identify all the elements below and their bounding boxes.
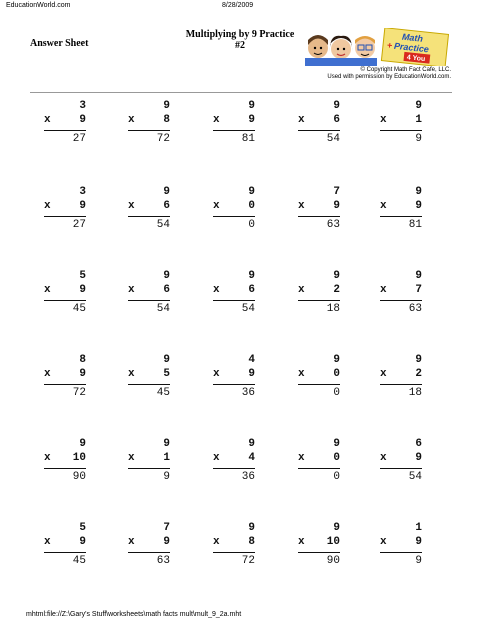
answer: 54: [241, 303, 255, 315]
problem-6-2: [128, 522, 170, 578]
multiplicand: 9: [415, 354, 422, 366]
answer: 0: [333, 471, 340, 483]
problem-4-4: [298, 354, 340, 410]
multiplicand: 5: [79, 522, 86, 534]
answer-rule: [44, 468, 86, 469]
multiplier: 9: [415, 200, 422, 212]
answer-rule: [298, 468, 340, 469]
multiplier: 10: [326, 536, 340, 548]
operator-sign: x: [128, 536, 135, 548]
problem-6-1: [44, 522, 86, 578]
multiplier: 9: [79, 284, 86, 296]
answer: 0: [248, 219, 255, 231]
answer-rule: [298, 216, 340, 217]
multiplier: 9: [163, 536, 170, 548]
answer: 90: [326, 555, 340, 567]
multiplier: 9: [415, 536, 422, 548]
multiplicand: 9: [163, 354, 170, 366]
problem-2-2: [128, 186, 170, 242]
multiplier: 2: [333, 284, 340, 296]
problem-4-5: [380, 354, 422, 410]
operator-sign: x: [128, 114, 135, 126]
answer-rule: [213, 216, 255, 217]
operator-sign: x: [213, 114, 220, 126]
copyright-notice: [327, 67, 451, 81]
problem-2-1: [44, 186, 86, 242]
answer-rule: [298, 300, 340, 301]
operator-sign: x: [213, 368, 220, 380]
operator-sign: x: [298, 368, 305, 380]
multiplier: 5: [163, 368, 170, 380]
problem-4-2: [128, 354, 170, 410]
multiplicand: 3: [79, 100, 86, 112]
answer-rule: [298, 384, 340, 385]
multiplier: 6: [248, 284, 255, 296]
multiplier: 9: [248, 114, 255, 126]
problem-5-5: [380, 438, 422, 494]
multiplicand: 9: [163, 270, 170, 282]
answer-rule: [128, 300, 170, 301]
problem-6-5: [380, 522, 422, 578]
multiplier: 4: [248, 452, 255, 464]
multiplicand: 7: [333, 186, 340, 198]
file-path-footer: mhtml:file://Z:\Gary's Stuff\worksheets\math facts mult\mult_9_2a.mht: [26, 611, 242, 618]
answer-rule: [380, 468, 422, 469]
answer-rule: [213, 384, 255, 385]
answer: 18: [408, 387, 422, 399]
multiplier: 9: [248, 368, 255, 380]
operator-sign: x: [128, 200, 135, 212]
operator-sign: x: [44, 200, 51, 212]
multiplier: 9: [333, 200, 340, 212]
multiplicand: 9: [415, 100, 422, 112]
answer-rule: [298, 552, 340, 553]
answer-rule: [380, 384, 422, 385]
problem-3-2: [128, 270, 170, 326]
operator-sign: x: [44, 284, 51, 296]
problem-1-4: [298, 100, 340, 156]
answer: 9: [163, 471, 170, 483]
answer: 18: [326, 303, 340, 315]
operator-sign: x: [298, 536, 305, 548]
operator-sign: x: [213, 452, 220, 464]
answer: 54: [156, 303, 170, 315]
answer: 27: [72, 219, 86, 231]
multiplicand: 9: [415, 186, 422, 198]
multiplicand: 9: [163, 100, 170, 112]
page-title: [160, 29, 320, 51]
operator-sign: x: [44, 114, 51, 126]
answer-rule: [380, 216, 422, 217]
answer: 36: [241, 471, 255, 483]
multiplier: 8: [248, 536, 255, 548]
operator-sign: x: [380, 368, 387, 380]
problem-4-1: [44, 354, 86, 410]
header-divider: [30, 92, 452, 93]
answer-rule: [213, 552, 255, 553]
multiplicand: 9: [333, 100, 340, 112]
copyright-line-2: Used with permission by EducationWorld.com.: [327, 74, 451, 80]
problem-3-4: [298, 270, 340, 326]
answer-rule: [128, 552, 170, 553]
multiplicand: 7: [163, 522, 170, 534]
answer: 72: [241, 555, 255, 567]
operator-sign: x: [380, 284, 387, 296]
multiplier: 2: [415, 368, 422, 380]
answer: 0: [333, 387, 340, 399]
multiplier: 1: [163, 452, 170, 464]
multiplicand: 9: [163, 186, 170, 198]
answer: 81: [241, 133, 255, 145]
answer-rule: [128, 468, 170, 469]
problem-6-3: [213, 522, 255, 578]
problem-2-4: [298, 186, 340, 242]
answer-rule: [213, 300, 255, 301]
problem-1-5: [380, 100, 422, 156]
operator-sign: x: [380, 114, 387, 126]
multiplicand: 6: [415, 438, 422, 450]
operator-sign: x: [213, 284, 220, 296]
answer: 45: [156, 387, 170, 399]
multiplier: 9: [79, 200, 86, 212]
answer-rule: [128, 384, 170, 385]
answer: 63: [408, 303, 422, 315]
multiplicand: 4: [248, 354, 255, 366]
multiplier: 6: [163, 200, 170, 212]
problem-1-2: [128, 100, 170, 156]
multiplicand: 8: [79, 354, 86, 366]
problem-3-1: [44, 270, 86, 326]
answer-rule: [380, 552, 422, 553]
answer: 9: [415, 133, 422, 145]
operator-sign: x: [128, 368, 135, 380]
logo-4you-text: 4 You: [406, 54, 426, 64]
answer-rule: [44, 384, 86, 385]
multiplicand: 9: [333, 522, 340, 534]
operator-sign: x: [298, 114, 305, 126]
title-line-2: #2: [235, 40, 245, 51]
operator-sign: x: [298, 284, 305, 296]
svg-text:+: +: [386, 40, 393, 51]
multiplier: 10: [72, 452, 86, 464]
problem-5-1: [44, 438, 86, 494]
problem-2-5: [380, 186, 422, 242]
answer-rule: [213, 468, 255, 469]
problem-5-2: [128, 438, 170, 494]
answer: 9: [415, 555, 422, 567]
answer-rule: [44, 552, 86, 553]
answer: 54: [408, 471, 422, 483]
multiplicand: 9: [248, 438, 255, 450]
answer-rule: [380, 300, 422, 301]
answer: 81: [408, 219, 422, 231]
problem-5-4: [298, 438, 340, 494]
answer-rule: [128, 216, 170, 217]
operator-sign: x: [380, 536, 387, 548]
problem-2-3: [213, 186, 255, 242]
problem-5-3: [213, 438, 255, 494]
operator-sign: x: [213, 536, 220, 548]
operator-sign: x: [44, 368, 51, 380]
multiplier: 0: [333, 452, 340, 464]
operator-sign: x: [44, 452, 51, 464]
multiplicand: 9: [415, 270, 422, 282]
answer: 45: [72, 303, 86, 315]
multiplicand: 9: [333, 438, 340, 450]
multiplicand: 3: [79, 186, 86, 198]
answer-rule: [44, 216, 86, 217]
multiplicand: 9: [248, 186, 255, 198]
multiplier: 9: [79, 536, 86, 548]
operator-sign: x: [213, 200, 220, 212]
problem-6-4: [298, 522, 340, 578]
multiplier: 9: [79, 114, 86, 126]
answer-rule: [44, 130, 86, 131]
multiplicand: 9: [163, 438, 170, 450]
multiplicand: 9: [79, 438, 86, 450]
operator-sign: x: [298, 452, 305, 464]
answer-rule: [128, 130, 170, 131]
answer: 45: [72, 555, 86, 567]
multiplicand: 9: [333, 354, 340, 366]
operator-sign: x: [128, 452, 135, 464]
answer: 54: [326, 133, 340, 145]
operator-sign: x: [298, 200, 305, 212]
problem-3-5: [380, 270, 422, 326]
math-practice-logo: [305, 28, 451, 66]
multiplier: 6: [163, 284, 170, 296]
problem-3-3: [213, 270, 255, 326]
multiplier: 0: [333, 368, 340, 380]
multiplier: 7: [415, 284, 422, 296]
problem-1-3: [213, 100, 255, 156]
multiplicand: 9: [333, 270, 340, 282]
answer-rule: [380, 130, 422, 131]
multiplier: 6: [333, 114, 340, 126]
answer-rule: [298, 130, 340, 131]
title-line-1: Multiplying by 9 Practice: [185, 29, 295, 40]
multiplicand: 9: [248, 522, 255, 534]
multiplier: 8: [163, 114, 170, 126]
answer: 36: [241, 387, 255, 399]
site-name: EducationWorld.com: [6, 2, 71, 9]
multiplicand: 9: [248, 270, 255, 282]
print-date: 8/28/2009: [222, 2, 254, 9]
answer: 72: [156, 133, 170, 145]
answer: 90: [72, 471, 86, 483]
answer: 63: [156, 555, 170, 567]
operator-sign: x: [44, 536, 51, 548]
operator-sign: x: [380, 200, 387, 212]
answer: 54: [156, 219, 170, 231]
logo-math-text: Math: [401, 31, 424, 44]
multiplier: 9: [79, 368, 86, 380]
answer: 63: [326, 219, 340, 231]
answer-rule: [44, 300, 86, 301]
copyright-line-1: © Copyright Math Fact Cafe, LLC.: [360, 67, 451, 73]
operator-sign: x: [128, 284, 135, 296]
multiplicand: 1: [415, 522, 422, 534]
answer-sheet-label: Answer Sheet: [30, 38, 89, 49]
multiplier: 9: [415, 452, 422, 464]
answer: 72: [72, 387, 86, 399]
logo-practice-text: Practice: [393, 40, 430, 55]
multiplicand: 5: [79, 270, 86, 282]
problem-4-3: [213, 354, 255, 410]
problem-1-1: [44, 100, 86, 156]
multiplicand: 9: [248, 100, 255, 112]
operator-sign: x: [380, 452, 387, 464]
multiplier: 0: [248, 200, 255, 212]
multiplier: 1: [415, 114, 422, 126]
answer: 27: [72, 133, 86, 145]
answer-rule: [213, 130, 255, 131]
